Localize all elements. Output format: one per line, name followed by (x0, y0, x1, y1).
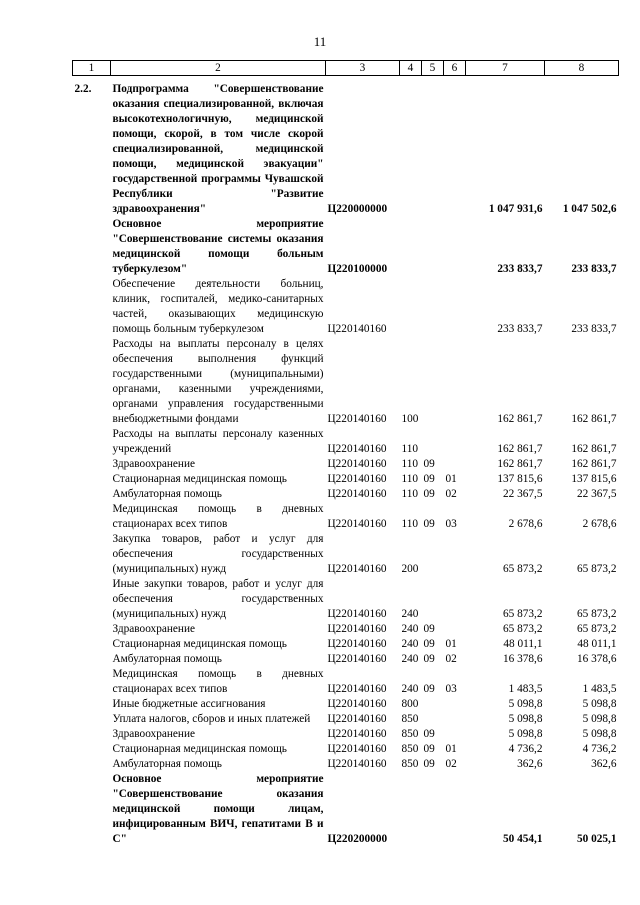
amount-year-1: 48 011,1 (503, 638, 543, 650)
table-row (73, 502, 619, 532)
row-number (73, 727, 111, 742)
header-cell: 7 (466, 61, 545, 76)
expense-type-code: 240 (401, 653, 419, 665)
row-name: Здравоохранение (112, 728, 196, 740)
amount-year-1: 5 098,8 (508, 698, 543, 710)
row-number (73, 487, 111, 502)
section-code (422, 772, 444, 847)
page-number: 11 (313, 34, 327, 49)
amount-year-2: 233 833,7 (571, 323, 617, 335)
amount-year-1: 162 861,7 (497, 443, 543, 455)
table-row (73, 667, 619, 697)
section-code: 09 (423, 728, 435, 740)
section-code (422, 76, 444, 218)
section-code (422, 217, 444, 277)
section-code: 09 (423, 743, 435, 755)
target-article-code: Ц220140160 (327, 623, 387, 635)
row-name: Расходы на выплаты персоналу казенных учреждений (112, 428, 324, 455)
row-number (73, 277, 111, 337)
expense-type-code: 800 (401, 698, 419, 710)
table-row (73, 337, 619, 427)
row-name: Иные бюджетные ассигнования (112, 698, 266, 710)
target-article-code: Ц220140160 (327, 458, 387, 470)
row-number (73, 577, 111, 622)
target-article-code: Ц220100000 (327, 263, 388, 275)
subsection-code (444, 712, 466, 727)
row-name: Амбулаторная помощь (112, 488, 222, 500)
row-name: Иные закупки товаров, работ и услуг для обеспечения государственных (муниципальных) нужд (112, 578, 324, 620)
target-article-code: Ц220200000 (327, 833, 388, 845)
subsection-code (444, 277, 466, 337)
header-cell: 3 (326, 61, 400, 76)
amount-year-1: 65 873,2 (502, 608, 543, 620)
amount-year-1: 5 098,8 (508, 728, 543, 740)
row-number (73, 667, 111, 697)
row-name: Расходы на выплаты персоналу в целях обеспечения выполнения функций государственными (муниципальными) органами, казенными учреждениями, органами управления государственными внебюджетными фондами (112, 338, 324, 425)
table-row (73, 697, 619, 712)
row-number (73, 337, 111, 427)
header-cell: 2 (111, 61, 326, 76)
target-article-code: Ц220140160 (327, 743, 387, 755)
target-article-code: Ц220140160 (327, 638, 387, 650)
subsection-code (444, 697, 466, 712)
row-number (73, 712, 111, 727)
table-row (73, 712, 619, 727)
section-code (422, 427, 444, 457)
amount-year-2: 65 873,2 (576, 563, 617, 575)
expense-type-code: 240 (401, 683, 419, 695)
row-number (73, 742, 111, 757)
subsection-code (444, 76, 466, 218)
amount-year-2: 65 873,2 (576, 623, 617, 635)
subsection-code (444, 532, 466, 577)
table-row (73, 727, 619, 742)
subsection-code (444, 772, 466, 847)
table-row (73, 652, 619, 667)
subsection-code: 02 (445, 653, 457, 665)
section-code: 09 (423, 653, 435, 665)
section-code: 09 (423, 683, 435, 695)
amount-year-1: 65 873,2 (502, 563, 543, 575)
target-article-code: Ц220140160 (327, 443, 387, 455)
subsection-code (444, 622, 466, 637)
expense-type-code: 240 (401, 608, 419, 620)
amount-year-1: 233 833,7 (497, 323, 543, 335)
table-header-row (73, 61, 619, 76)
row-name: Амбулаторная помощь (112, 653, 222, 665)
table-row (73, 487, 619, 502)
amount-year-2: 233 833,7 (571, 263, 617, 275)
target-article-code: Ц220140160 (327, 488, 387, 500)
amount-year-1: 65 873,2 (502, 623, 543, 635)
section-code: 09 (423, 473, 435, 485)
expense-type-code: 110 (401, 473, 419, 485)
table-row (73, 76, 619, 218)
amount-year-2: 65 873,2 (576, 608, 617, 620)
expense-type-code: 850 (401, 743, 419, 755)
target-article-code: Ц220140160 (327, 653, 387, 665)
section-code: 09 (423, 458, 435, 470)
expense-type-code: 110 (401, 443, 419, 455)
section-code: 09 (423, 518, 435, 530)
row-number (73, 637, 111, 652)
table-row (73, 277, 619, 337)
amount-year-2: 1 483,5 (582, 683, 617, 695)
row-name: Подпрограмма "Совершенствование оказания специализированной, включая высокотехнологичную, медицинской помощи, скорой, в том числе скорой специализированной, медицинской помощи, медицинской эвакуации" государственной программы Чувашской Республики "Развитие здравоохранения" (112, 83, 324, 215)
expense-type-code: 110 (401, 458, 419, 470)
table-row (73, 622, 619, 637)
row-name: Стационарная медицинская помощь (112, 743, 287, 755)
section-code: 09 (423, 488, 435, 500)
amount-year-1: 1 047 931,6 (488, 203, 543, 215)
subsection-code: 01 (445, 743, 457, 755)
row-number (73, 427, 111, 457)
row-name: Амбулаторная помощь (112, 758, 222, 770)
amount-year-1: 4 736,2 (508, 743, 543, 755)
amount-year-1: 162 861,7 (497, 413, 543, 425)
subsection-code: 03 (445, 518, 457, 530)
target-article-code: Ц220140160 (327, 713, 387, 725)
section-code: 09 (423, 638, 435, 650)
amount-year-1: 162 861,7 (497, 458, 543, 470)
section-code (422, 577, 444, 622)
amount-year-1: 16 378,6 (502, 653, 543, 665)
target-article-code: Ц220140160 (327, 608, 387, 620)
amount-year-2: 162 861,7 (571, 413, 617, 425)
row-name: Здравоохранение (112, 458, 196, 470)
expense-type-code (400, 217, 422, 277)
table-row (73, 772, 619, 847)
row-name: Стационарная медицинская помощь (112, 638, 287, 650)
row-name: Основное мероприятие "Совершенствование оказания медицинской помощи лицам, инфицированным ВИЧ, гепатитами B и C" (112, 773, 324, 845)
table-row (73, 757, 619, 772)
header-cell: 5 (422, 61, 444, 76)
subsection-code: 03 (445, 683, 457, 695)
subsection-code (444, 457, 466, 472)
subsection-code: 01 (445, 473, 457, 485)
target-article-code: Ц220140160 (327, 683, 387, 695)
section-code (422, 532, 444, 577)
subsection-code: 02 (445, 488, 457, 500)
target-article-code: Ц220140160 (327, 413, 387, 425)
amount-year-1: 233 833,7 (497, 263, 543, 275)
expense-type-code: 850 (401, 728, 419, 740)
row-number (73, 697, 111, 712)
table-row (73, 532, 619, 577)
row-number (73, 502, 111, 532)
amount-year-1: 22 367,5 (502, 488, 543, 500)
table-row (73, 742, 619, 757)
subsection-code (444, 217, 466, 277)
table-row (73, 457, 619, 472)
row-name: Стационарная медицинская помощь (112, 473, 287, 485)
expense-type-code: 110 (401, 488, 419, 500)
section-code: 09 (423, 623, 435, 635)
table-row (73, 577, 619, 622)
row-number (73, 757, 111, 772)
amount-year-2: 137 815,6 (571, 473, 617, 485)
row-number (73, 472, 111, 487)
amount-year-2: 5 098,8 (582, 728, 617, 740)
amount-year-2: 162 861,7 (571, 443, 617, 455)
target-article-code: Ц220000000 (327, 203, 388, 215)
row-name: Уплата налогов, сборов и иных платежей (112, 713, 311, 725)
amount-year-2: 162 861,7 (571, 458, 617, 470)
target-article-code: Ц220140160 (327, 758, 387, 770)
row-number (73, 772, 111, 847)
expense-type-code (400, 76, 422, 218)
amount-year-2: 362,6 (591, 758, 617, 770)
row-number: 2.2. (74, 83, 92, 95)
row-number (73, 217, 111, 277)
amount-year-1: 137 815,6 (497, 473, 543, 485)
amount-year-1: 2 678,6 (508, 518, 543, 530)
amount-year-2: 48 011,1 (577, 638, 617, 650)
amount-year-2: 4 736,2 (582, 743, 617, 755)
row-name: Медицинская помощь в дневных стационарах всех типов (112, 503, 324, 530)
expense-type-code: 100 (401, 413, 419, 425)
expense-type-code (400, 277, 422, 337)
amount-year-2: 50 025,1 (576, 833, 617, 845)
target-article-code: Ц220140160 (327, 698, 387, 710)
expense-type-code: 240 (401, 638, 419, 650)
amount-year-1: 50 454,1 (502, 833, 543, 845)
target-article-code: Ц220140160 (327, 473, 387, 485)
row-name: Медицинская помощь в дневных стационарах всех типов (112, 668, 324, 695)
table-row (73, 427, 619, 457)
amount-year-1: 1 483,5 (508, 683, 543, 695)
section-code (422, 712, 444, 727)
expense-type-code: 240 (401, 623, 419, 635)
subsection-code: 01 (445, 638, 457, 650)
amount-year-2: 16 378,6 (576, 653, 617, 665)
row-name: Основное мероприятие "Совершенствование системы оказания медицинской помощи больным туберкулезом" (112, 218, 324, 275)
row-number (73, 532, 111, 577)
amount-year-2: 5 098,8 (582, 713, 617, 725)
row-number (73, 457, 111, 472)
target-article-code: Ц220140160 (327, 563, 387, 575)
section-code (422, 277, 444, 337)
section-code (422, 697, 444, 712)
table-row (73, 217, 619, 277)
row-name: Закупка товаров, работ и услуг для обеспечения государственных (муниципальных) нужд (112, 533, 324, 575)
row-number (73, 622, 111, 637)
amount-year-1: 362,6 (517, 758, 543, 770)
expense-type-code: 200 (401, 563, 419, 575)
header-cell: 6 (444, 61, 466, 76)
amount-year-2: 1 047 502,6 (562, 203, 617, 215)
expense-type-code: 850 (401, 758, 419, 770)
target-article-code: Ц220140160 (327, 518, 387, 530)
expense-type-code (400, 772, 422, 847)
amount-year-2: 22 367,5 (576, 488, 617, 500)
amount-year-1: 5 098,8 (508, 713, 543, 725)
subsection-code (444, 427, 466, 457)
target-article-code: Ц220140160 (327, 728, 387, 740)
subsection-code (444, 577, 466, 622)
subsection-code: 02 (445, 758, 457, 770)
budget-table (72, 60, 619, 847)
row-name: Здравоохранение (112, 623, 196, 635)
row-number (73, 652, 111, 667)
subsection-code (444, 727, 466, 742)
target-article-code: Ц220140160 (327, 323, 387, 335)
section-code (422, 337, 444, 427)
section-code: 09 (423, 758, 435, 770)
header-cell: 4 (400, 61, 422, 76)
subsection-code (444, 337, 466, 427)
amount-year-2: 5 098,8 (582, 698, 617, 710)
header-cell: 1 (73, 61, 111, 76)
amount-year-2: 2 678,6 (582, 518, 617, 530)
table-row (73, 637, 619, 652)
expense-type-code: 110 (401, 518, 419, 530)
expense-type-code: 850 (401, 713, 419, 725)
table-row (73, 472, 619, 487)
row-name: Обеспечение деятельности больниц, клиник, госпиталей, медико-санитарных частей, оказывающих медицинскую помощь больным туберкулезом (112, 278, 324, 335)
header-cell: 8 (545, 61, 619, 76)
